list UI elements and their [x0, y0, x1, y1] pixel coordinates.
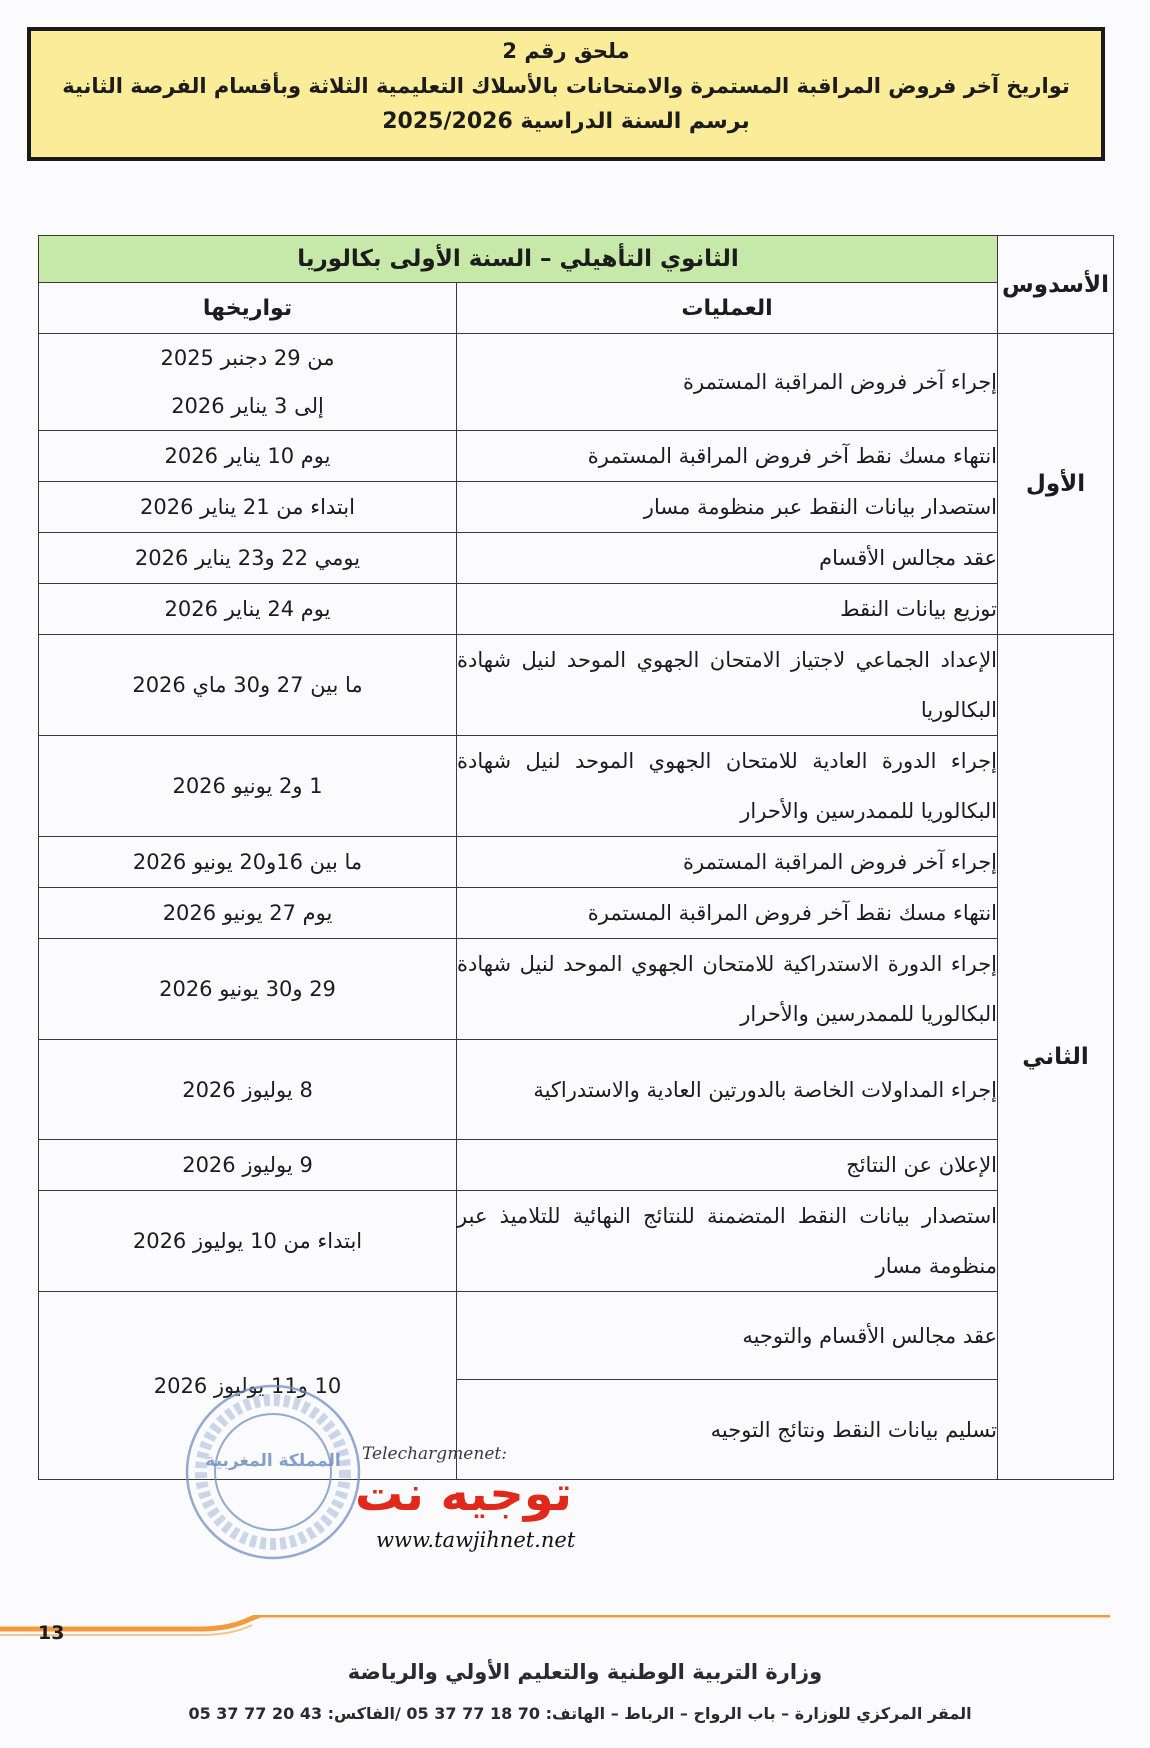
operation-cell: انتهاء مسك نقط آخر فروض المراقبة المستمرة [457, 431, 998, 482]
operation-cell: عقد مجالس الأقسام [457, 533, 998, 584]
date-cell: 1 و2 يونيو 2026 [39, 736, 457, 837]
official-stamp [181, 1380, 365, 1564]
semester-1-label: الأول [998, 334, 1114, 635]
school-year: برسم السنة الدراسية 2025/2026 [382, 109, 750, 134]
schedule-table [38, 235, 1114, 1480]
annex-title: تواريخ آخر فروض المراقبة المستمرة والامتحانات بالأسلاك التعليمية الثلاثة وبأقسام الفرصة الثانية [62, 74, 1070, 98]
table-row [39, 334, 1114, 431]
brand-logo: توجيه نت [355, 1466, 572, 1522]
site-url[interactable]: www.tawjihnet.net [376, 1528, 576, 1552]
operation-cell: استصدار بيانات النقط المتضمنة للنتائج النهائية للتلاميذ عبر منظومة مسار [457, 1191, 998, 1292]
stamp-text: المملكة المغربية [205, 1451, 341, 1471]
date-cell: 10 و11 يوليوز 2026 [39, 1292, 457, 1480]
operation-cell: تسليم بيانات النقط ونتائج التوجيه [457, 1380, 998, 1480]
operation-cell: الإعداد الجماعي لاجتياز الامتحان الجهوي الموحد لنيل شهادة البكالوريا [457, 635, 998, 736]
table-row [39, 939, 1114, 1040]
table-row [39, 1140, 1114, 1191]
annex-number: ملحق رقم 2 [502, 39, 630, 63]
date-cell: 8 يوليوز 2026 [39, 1040, 457, 1140]
operation-cell: الإعلان عن النتائج [457, 1140, 998, 1191]
table-row [39, 482, 1114, 533]
operation-cell: انتهاء مسك نقط آخر فروض المراقبة المستمرة [457, 888, 998, 939]
table-row [39, 635, 1114, 736]
download-label: Telechargmenet: [362, 1444, 507, 1464]
date-cell: يوم 27 يونيو 2026 [39, 888, 457, 939]
date-cell: يومي 22 و23 يناير 2026 [39, 533, 457, 584]
table-row [39, 1191, 1114, 1292]
operation-cell: استصدار بيانات النقط عبر منظومة مسار [457, 482, 998, 533]
operation-cell: توزيع بيانات النقط [457, 584, 998, 635]
operation-cell: عقد مجالس الأقسام والتوجيه [457, 1292, 998, 1380]
annex-header [27, 27, 1105, 161]
date-cell: 9 يوليوز 2026 [39, 1140, 457, 1191]
date-cell: ما بين 16و20 يونيو 2026 [39, 837, 457, 888]
date-cell: ابتداء من 10 يوليوز 2026 [39, 1191, 457, 1292]
page-number: 13 [38, 1622, 65, 1644]
table-row [39, 1040, 1114, 1140]
table-row [39, 837, 1114, 888]
semester-column-header: الأسدوس [998, 236, 1114, 334]
operation-cell: إجراء آخر فروض المراقبة المستمرة [457, 334, 998, 431]
date-cell: ما بين 27 و30 ماي 2026 [39, 635, 457, 736]
date-cell [39, 334, 457, 431]
table-row [39, 888, 1114, 939]
date-line: إلى 3 يناير 2026 [171, 394, 324, 418]
date-cell: يوم 10 يناير 2026 [39, 431, 457, 482]
table-row [39, 584, 1114, 635]
table-row [39, 533, 1114, 584]
section-title: الثانوي التأهيلي – السنة الأولى بكالوريا [39, 236, 998, 283]
ministry-name: وزارة التربية الوطنية والتعليم الأولي والرياضة [347, 1660, 823, 1684]
date-cell: يوم 24 يناير 2026 [39, 584, 457, 635]
semester-2-label: الثاني [998, 635, 1114, 1480]
dates-column-header: تواريخها [39, 283, 457, 334]
table-row [39, 1292, 1114, 1380]
operation-cell: إجراء الدورة العادية للامتحان الجهوي الموحد لنيل شهادة البكالوريا للممدرسين والأحرار [457, 736, 998, 837]
operation-cell: إجراء المداولات الخاصة بالدورتين العادية والاستدراكية [457, 1040, 998, 1140]
ministry-address: المقر المركزي للوزارة – باب الرواح – الرباط – الهاتف: 70 18 77 37 05 /الفاكس: 43 20 77 37 05 [188, 1704, 972, 1723]
date-cell: ابتداء من 21 يناير 2026 [39, 482, 457, 533]
date-cell: 29 و30 يونيو 2026 [39, 939, 457, 1040]
date-line: من 29 دجنبر 2025 [160, 346, 335, 370]
table-row [39, 736, 1114, 837]
operations-column-header: العمليات [457, 283, 998, 334]
operation-cell: إجراء آخر فروض المراقبة المستمرة [457, 837, 998, 888]
operation-cell: إجراء الدورة الاستدراكية للامتحان الجهوي الموحد لنيل شهادة البكالوريا للممدرسين والأحرار [457, 939, 998, 1040]
table-row [39, 431, 1114, 482]
